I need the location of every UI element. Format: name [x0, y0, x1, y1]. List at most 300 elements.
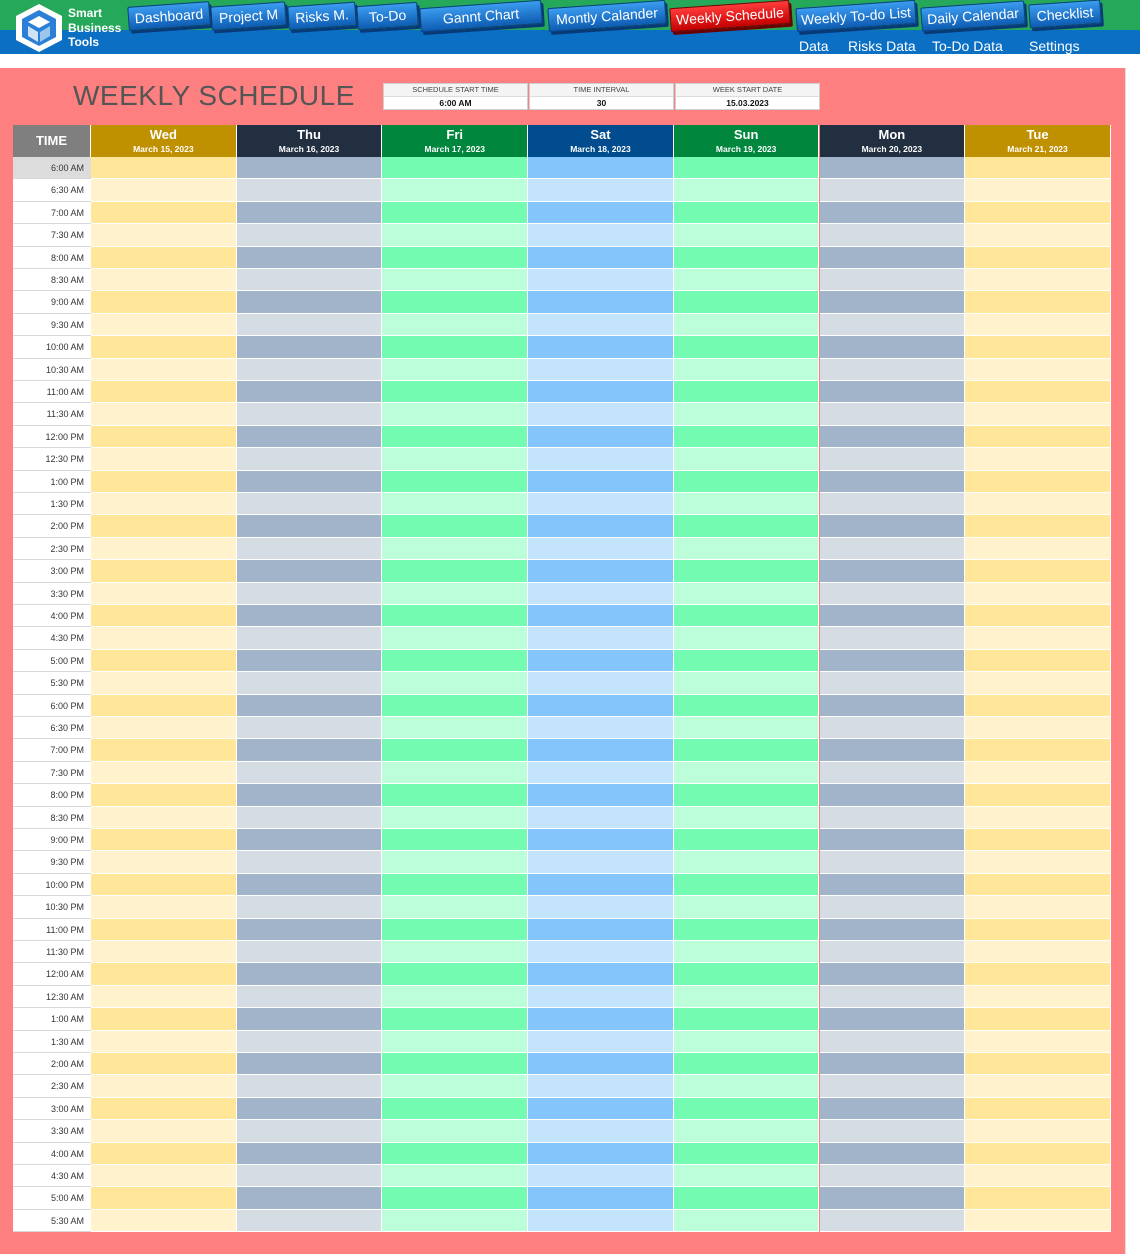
schedule-cell-sun[interactable]	[674, 986, 820, 1008]
schedule-cell-wed[interactable]	[91, 403, 237, 425]
schedule-cell-sun[interactable]	[674, 448, 820, 470]
schedule-cell-wed[interactable]	[91, 605, 237, 627]
schedule-cell-wed[interactable]	[91, 717, 237, 739]
schedule-cell-tue[interactable]	[965, 784, 1111, 806]
schedule-cell-wed[interactable]	[91, 381, 237, 403]
schedule-cell-tue[interactable]	[965, 1075, 1111, 1097]
tab-risks-management[interactable]: Risks M.	[287, 2, 357, 31]
schedule-cell-fri[interactable]	[382, 179, 528, 201]
schedule-cell-thu[interactable]	[237, 493, 383, 515]
schedule-cell-fri[interactable]	[382, 381, 528, 403]
schedule-cell-wed[interactable]	[91, 874, 237, 896]
schedule-cell-thu[interactable]	[237, 627, 383, 649]
schedule-cell-sat[interactable]	[528, 717, 674, 739]
schedule-cell-tue[interactable]	[965, 851, 1111, 873]
schedule-cell-thu[interactable]	[237, 1143, 383, 1165]
schedule-cell-mon[interactable]	[820, 919, 966, 941]
schedule-cell-sat[interactable]	[528, 515, 674, 537]
schedule-cell-fri[interactable]	[382, 672, 528, 694]
schedule-cell-fri[interactable]	[382, 403, 528, 425]
schedule-cell-mon[interactable]	[820, 627, 966, 649]
schedule-cell-mon[interactable]	[820, 403, 966, 425]
schedule-cell-thu[interactable]	[237, 314, 383, 336]
schedule-cell-thu[interactable]	[237, 986, 383, 1008]
schedule-cell-fri[interactable]	[382, 627, 528, 649]
schedule-cell-sun[interactable]	[674, 829, 820, 851]
schedule-cell-thu[interactable]	[237, 1210, 383, 1232]
schedule-cell-tue[interactable]	[965, 807, 1111, 829]
schedule-cell-wed[interactable]	[91, 739, 237, 761]
schedule-cell-mon[interactable]	[820, 874, 966, 896]
schedule-cell-fri[interactable]	[382, 202, 528, 224]
schedule-cell-sat[interactable]	[528, 829, 674, 851]
schedule-cell-sat[interactable]	[528, 157, 674, 179]
schedule-cell-sun[interactable]	[674, 1031, 820, 1053]
schedule-cell-sun[interactable]	[674, 1053, 820, 1075]
schedule-cell-tue[interactable]	[965, 1210, 1111, 1232]
schedule-cell-thu[interactable]	[237, 381, 383, 403]
schedule-cell-sun[interactable]	[674, 291, 820, 313]
schedule-cell-tue[interactable]	[965, 426, 1111, 448]
schedule-cell-mon[interactable]	[820, 1187, 966, 1209]
schedule-cell-mon[interactable]	[820, 695, 966, 717]
schedule-cell-fri[interactable]	[382, 247, 528, 269]
schedule-cell-thu[interactable]	[237, 269, 383, 291]
schedule-cell-tue[interactable]	[965, 515, 1111, 537]
schedule-cell-mon[interactable]	[820, 493, 966, 515]
schedule-cell-fri[interactable]	[382, 739, 528, 761]
schedule-cell-sun[interactable]	[674, 359, 820, 381]
schedule-cell-sun[interactable]	[674, 224, 820, 246]
schedule-cell-thu[interactable]	[237, 851, 383, 873]
schedule-cell-fri[interactable]	[382, 1210, 528, 1232]
schedule-cell-sun[interactable]	[674, 874, 820, 896]
schedule-cell-mon[interactable]	[820, 784, 966, 806]
schedule-cell-sat[interactable]	[528, 851, 674, 873]
schedule-cell-wed[interactable]	[91, 695, 237, 717]
schedule-cell-wed[interactable]	[91, 448, 237, 470]
schedule-cell-fri[interactable]	[382, 471, 528, 493]
schedule-cell-thu[interactable]	[237, 179, 383, 201]
schedule-cell-mon[interactable]	[820, 179, 966, 201]
schedule-cell-fri[interactable]	[382, 605, 528, 627]
schedule-cell-thu[interactable]	[237, 560, 383, 582]
schedule-cell-fri[interactable]	[382, 1165, 528, 1187]
schedule-cell-thu[interactable]	[237, 874, 383, 896]
schedule-cell-thu[interactable]	[237, 202, 383, 224]
schedule-cell-sun[interactable]	[674, 1075, 820, 1097]
schedule-cell-sun[interactable]	[674, 941, 820, 963]
schedule-cell-sun[interactable]	[674, 179, 820, 201]
schedule-cell-sat[interactable]	[528, 583, 674, 605]
schedule-cell-wed[interactable]	[91, 493, 237, 515]
schedule-cell-sat[interactable]	[528, 919, 674, 941]
schedule-cell-sat[interactable]	[528, 560, 674, 582]
schedule-cell-mon[interactable]	[820, 672, 966, 694]
schedule-cell-wed[interactable]	[91, 672, 237, 694]
schedule-cell-fri[interactable]	[382, 986, 528, 1008]
schedule-cell-tue[interactable]	[965, 471, 1111, 493]
schedule-cell-thu[interactable]	[237, 247, 383, 269]
schedule-cell-thu[interactable]	[237, 919, 383, 941]
schedule-cell-sat[interactable]	[528, 784, 674, 806]
schedule-cell-wed[interactable]	[91, 1031, 237, 1053]
link-risks-data[interactable]: Risks Data	[848, 38, 916, 54]
schedule-cell-mon[interactable]	[820, 829, 966, 851]
schedule-cell-thu[interactable]	[237, 784, 383, 806]
schedule-cell-sun[interactable]	[674, 336, 820, 358]
schedule-cell-sun[interactable]	[674, 1098, 820, 1120]
week-start-date-box[interactable]	[675, 83, 820, 110]
schedule-cell-mon[interactable]	[820, 224, 966, 246]
schedule-cell-tue[interactable]	[965, 919, 1111, 941]
schedule-cell-wed[interactable]	[91, 247, 237, 269]
schedule-cell-mon[interactable]	[820, 336, 966, 358]
schedule-cell-wed[interactable]	[91, 179, 237, 201]
schedule-cell-wed[interactable]	[91, 1210, 237, 1232]
schedule-cell-thu[interactable]	[237, 583, 383, 605]
schedule-cell-tue[interactable]	[965, 829, 1111, 851]
schedule-cell-mon[interactable]	[820, 807, 966, 829]
schedule-cell-tue[interactable]	[965, 963, 1111, 985]
schedule-cell-sat[interactable]	[528, 314, 674, 336]
schedule-cell-mon[interactable]	[820, 202, 966, 224]
schedule-cell-fri[interactable]	[382, 1187, 528, 1209]
schedule-cell-tue[interactable]	[965, 336, 1111, 358]
schedule-cell-mon[interactable]	[820, 538, 966, 560]
schedule-cell-thu[interactable]	[237, 426, 383, 448]
schedule-cell-sat[interactable]	[528, 269, 674, 291]
schedule-cell-tue[interactable]	[965, 291, 1111, 313]
schedule-cell-sat[interactable]	[528, 336, 674, 358]
schedule-cell-wed[interactable]	[91, 963, 237, 985]
schedule-cell-tue[interactable]	[965, 157, 1111, 179]
schedule-cell-sun[interactable]	[674, 807, 820, 829]
schedule-cell-mon[interactable]	[820, 560, 966, 582]
schedule-cell-tue[interactable]	[965, 627, 1111, 649]
schedule-cell-sat[interactable]	[528, 1120, 674, 1142]
schedule-cell-fri[interactable]	[382, 314, 528, 336]
schedule-cell-tue[interactable]	[965, 314, 1111, 336]
schedule-cell-tue[interactable]	[965, 359, 1111, 381]
schedule-cell-sun[interactable]	[674, 538, 820, 560]
schedule-cell-tue[interactable]	[965, 695, 1111, 717]
schedule-cell-wed[interactable]	[91, 583, 237, 605]
schedule-cell-thu[interactable]	[237, 1165, 383, 1187]
schedule-cell-mon[interactable]	[820, 739, 966, 761]
schedule-cell-wed[interactable]	[91, 426, 237, 448]
schedule-cell-wed[interactable]	[91, 1165, 237, 1187]
schedule-cell-sat[interactable]	[528, 359, 674, 381]
schedule-cell-sat[interactable]	[528, 650, 674, 672]
schedule-cell-mon[interactable]	[820, 291, 966, 313]
schedule-cell-wed[interactable]	[91, 829, 237, 851]
schedule-cell-sun[interactable]	[674, 381, 820, 403]
schedule-cell-mon[interactable]	[820, 1075, 966, 1097]
schedule-cell-fri[interactable]	[382, 1053, 528, 1075]
schedule-cell-wed[interactable]	[91, 784, 237, 806]
schedule-cell-sun[interactable]	[674, 650, 820, 672]
schedule-cell-tue[interactable]	[965, 247, 1111, 269]
schedule-cell-fri[interactable]	[382, 336, 528, 358]
schedule-cell-thu[interactable]	[237, 403, 383, 425]
schedule-cell-fri[interactable]	[382, 291, 528, 313]
schedule-cell-fri[interactable]	[382, 784, 528, 806]
schedule-cell-tue[interactable]	[965, 493, 1111, 515]
schedule-cell-tue[interactable]	[965, 202, 1111, 224]
schedule-cell-sat[interactable]	[528, 963, 674, 985]
schedule-cell-mon[interactable]	[820, 426, 966, 448]
schedule-cell-tue[interactable]	[965, 1053, 1111, 1075]
schedule-cell-thu[interactable]	[237, 829, 383, 851]
schedule-cell-sat[interactable]	[528, 1098, 674, 1120]
schedule-cell-fri[interactable]	[382, 650, 528, 672]
schedule-cell-sat[interactable]	[528, 672, 674, 694]
schedule-cell-wed[interactable]	[91, 627, 237, 649]
schedule-cell-sun[interactable]	[674, 1120, 820, 1142]
schedule-cell-thu[interactable]	[237, 941, 383, 963]
schedule-cell-sun[interactable]	[674, 605, 820, 627]
schedule-start-time-box[interactable]	[383, 83, 528, 110]
schedule-cell-tue[interactable]	[965, 1031, 1111, 1053]
schedule-cell-thu[interactable]	[237, 1098, 383, 1120]
schedule-cell-thu[interactable]	[237, 807, 383, 829]
schedule-cell-sun[interactable]	[674, 247, 820, 269]
schedule-cell-wed[interactable]	[91, 560, 237, 582]
schedule-cell-wed[interactable]	[91, 515, 237, 537]
schedule-cell-thu[interactable]	[237, 672, 383, 694]
schedule-cell-fri[interactable]	[382, 515, 528, 537]
schedule-cell-thu[interactable]	[237, 336, 383, 358]
schedule-cell-sun[interactable]	[674, 202, 820, 224]
schedule-cell-mon[interactable]	[820, 269, 966, 291]
schedule-cell-sun[interactable]	[674, 963, 820, 985]
schedule-cell-fri[interactable]	[382, 919, 528, 941]
schedule-cell-fri[interactable]	[382, 1098, 528, 1120]
schedule-cell-wed[interactable]	[91, 1008, 237, 1030]
tab-project-management[interactable]: Project M	[210, 1, 286, 30]
schedule-cell-mon[interactable]	[820, 851, 966, 873]
schedule-cell-fri[interactable]	[382, 829, 528, 851]
tab-daily-calendar[interactable]: Daily Calendar	[920, 0, 1025, 31]
schedule-cell-sat[interactable]	[528, 381, 674, 403]
schedule-cell-tue[interactable]	[965, 1143, 1111, 1165]
tab-weekly-todo-list[interactable]: Weekly To-do List	[795, 0, 916, 32]
schedule-cell-wed[interactable]	[91, 762, 237, 784]
schedule-cell-sat[interactable]	[528, 448, 674, 470]
schedule-cell-thu[interactable]	[237, 717, 383, 739]
schedule-cell-tue[interactable]	[965, 224, 1111, 246]
week-start-date-value[interactable]: 15.03.2023	[726, 98, 769, 108]
schedule-cell-tue[interactable]	[965, 538, 1111, 560]
link-settings[interactable]: Settings	[1029, 38, 1080, 54]
schedule-cell-thu[interactable]	[237, 1031, 383, 1053]
schedule-cell-mon[interactable]	[820, 717, 966, 739]
schedule-cell-wed[interactable]	[91, 202, 237, 224]
schedule-cell-thu[interactable]	[237, 1075, 383, 1097]
schedule-cell-wed[interactable]	[91, 1053, 237, 1075]
schedule-cell-sat[interactable]	[528, 627, 674, 649]
schedule-cell-mon[interactable]	[820, 381, 966, 403]
tab-weekly-schedule[interactable]: Weekly Schedule	[669, 0, 790, 32]
schedule-cell-tue[interactable]	[965, 762, 1111, 784]
schedule-cell-thu[interactable]	[237, 739, 383, 761]
schedule-cell-thu[interactable]	[237, 963, 383, 985]
schedule-cell-thu[interactable]	[237, 605, 383, 627]
schedule-cell-sun[interactable]	[674, 1187, 820, 1209]
schedule-cell-sun[interactable]	[674, 717, 820, 739]
time-interval-value[interactable]: 30	[596, 98, 607, 108]
schedule-cell-mon[interactable]	[820, 583, 966, 605]
schedule-cell-tue[interactable]	[965, 560, 1111, 582]
schedule-cell-sat[interactable]	[528, 471, 674, 493]
schedule-cell-mon[interactable]	[820, 1143, 966, 1165]
schedule-cell-mon[interactable]	[820, 359, 966, 381]
schedule-cell-fri[interactable]	[382, 538, 528, 560]
schedule-cell-sun[interactable]	[674, 919, 820, 941]
schedule-cell-tue[interactable]	[965, 1165, 1111, 1187]
schedule-cell-mon[interactable]	[820, 448, 966, 470]
schedule-cell-fri[interactable]	[382, 224, 528, 246]
schedule-cell-mon[interactable]	[820, 1098, 966, 1120]
schedule-cell-fri[interactable]	[382, 1075, 528, 1097]
schedule-cell-wed[interactable]	[91, 291, 237, 313]
tab-to-do[interactable]: To-Do	[356, 2, 419, 30]
schedule-cell-tue[interactable]	[965, 381, 1111, 403]
schedule-cell-wed[interactable]	[91, 896, 237, 918]
schedule-cell-tue[interactable]	[965, 403, 1111, 425]
schedule-cell-sat[interactable]	[528, 695, 674, 717]
schedule-cell-thu[interactable]	[237, 515, 383, 537]
time-interval-box[interactable]	[529, 83, 674, 110]
schedule-cell-fri[interactable]	[382, 157, 528, 179]
schedule-cell-sat[interactable]	[528, 291, 674, 313]
schedule-cell-sat[interactable]	[528, 739, 674, 761]
schedule-cell-sun[interactable]	[674, 314, 820, 336]
schedule-cell-thu[interactable]	[237, 157, 383, 179]
schedule-cell-mon[interactable]	[820, 1165, 966, 1187]
schedule-cell-sat[interactable]	[528, 1210, 674, 1232]
schedule-cell-mon[interactable]	[820, 515, 966, 537]
schedule-cell-sat[interactable]	[528, 941, 674, 963]
schedule-cell-sat[interactable]	[528, 202, 674, 224]
schedule-cell-thu[interactable]	[237, 1187, 383, 1209]
schedule-cell-sat[interactable]	[528, 986, 674, 1008]
schedule-cell-fri[interactable]	[382, 762, 528, 784]
schedule-cell-wed[interactable]	[91, 919, 237, 941]
schedule-cell-wed[interactable]	[91, 807, 237, 829]
schedule-cell-thu[interactable]	[237, 896, 383, 918]
schedule-cell-sat[interactable]	[528, 1165, 674, 1187]
schedule-cell-sun[interactable]	[674, 672, 820, 694]
schedule-cell-sun[interactable]	[674, 426, 820, 448]
schedule-cell-thu[interactable]	[237, 471, 383, 493]
schedule-cell-tue[interactable]	[965, 1098, 1111, 1120]
schedule-cell-sun[interactable]	[674, 493, 820, 515]
schedule-cell-sun[interactable]	[674, 1165, 820, 1187]
link-todo-data[interactable]: To-Do Data	[932, 38, 1003, 54]
schedule-cell-tue[interactable]	[965, 941, 1111, 963]
schedule-cell-thu[interactable]	[237, 224, 383, 246]
schedule-cell-sun[interactable]	[674, 403, 820, 425]
schedule-cell-sun[interactable]	[674, 157, 820, 179]
schedule-cell-thu[interactable]	[237, 1008, 383, 1030]
schedule-cell-thu[interactable]	[237, 448, 383, 470]
schedule-cell-sat[interactable]	[528, 1053, 674, 1075]
schedule-cell-fri[interactable]	[382, 717, 528, 739]
schedule-cell-wed[interactable]	[91, 1098, 237, 1120]
schedule-cell-sun[interactable]	[674, 583, 820, 605]
schedule-cell-wed[interactable]	[91, 1075, 237, 1097]
schedule-cell-wed[interactable]	[91, 650, 237, 672]
schedule-cell-sun[interactable]	[674, 627, 820, 649]
schedule-cell-tue[interactable]	[965, 896, 1111, 918]
schedule-cell-mon[interactable]	[820, 1031, 966, 1053]
schedule-cell-sat[interactable]	[528, 247, 674, 269]
schedule-cell-mon[interactable]	[820, 650, 966, 672]
schedule-cell-sat[interactable]	[528, 807, 674, 829]
schedule-cell-mon[interactable]	[820, 1008, 966, 1030]
schedule-cell-wed[interactable]	[91, 471, 237, 493]
schedule-cell-tue[interactable]	[965, 874, 1111, 896]
schedule-cell-tue[interactable]	[965, 583, 1111, 605]
schedule-cell-sat[interactable]	[528, 762, 674, 784]
schedule-cell-sat[interactable]	[528, 426, 674, 448]
schedule-cell-sat[interactable]	[528, 1008, 674, 1030]
schedule-cell-mon[interactable]	[820, 157, 966, 179]
schedule-cell-sat[interactable]	[528, 605, 674, 627]
schedule-cell-wed[interactable]	[91, 269, 237, 291]
schedule-cell-sun[interactable]	[674, 1210, 820, 1232]
schedule-cell-sun[interactable]	[674, 739, 820, 761]
schedule-cell-thu[interactable]	[237, 291, 383, 313]
schedule-cell-sat[interactable]	[528, 493, 674, 515]
schedule-cell-fri[interactable]	[382, 695, 528, 717]
schedule-cell-tue[interactable]	[965, 1008, 1111, 1030]
schedule-cell-wed[interactable]	[91, 941, 237, 963]
schedule-cell-sun[interactable]	[674, 762, 820, 784]
schedule-cell-fri[interactable]	[382, 1120, 528, 1142]
tab-dashboard[interactable]: Dashboard	[127, 1, 210, 31]
schedule-cell-fri[interactable]	[382, 426, 528, 448]
schedule-cell-fri[interactable]	[382, 1031, 528, 1053]
schedule-cell-sun[interactable]	[674, 851, 820, 873]
schedule-cell-tue[interactable]	[965, 986, 1111, 1008]
schedule-cell-sun[interactable]	[674, 471, 820, 493]
schedule-cell-tue[interactable]	[965, 1187, 1111, 1209]
schedule-cell-sat[interactable]	[528, 538, 674, 560]
schedule-cell-mon[interactable]	[820, 1120, 966, 1142]
schedule-cell-tue[interactable]	[965, 717, 1111, 739]
schedule-cell-sat[interactable]	[528, 1187, 674, 1209]
schedule-cell-mon[interactable]	[820, 1053, 966, 1075]
schedule-cell-sat[interactable]	[528, 403, 674, 425]
schedule-cell-mon[interactable]	[820, 1210, 966, 1232]
schedule-cell-sat[interactable]	[528, 896, 674, 918]
schedule-cell-thu[interactable]	[237, 650, 383, 672]
schedule-cell-wed[interactable]	[91, 224, 237, 246]
schedule-cell-wed[interactable]	[91, 1143, 237, 1165]
schedule-cell-mon[interactable]	[820, 605, 966, 627]
schedule-cell-sat[interactable]	[528, 1143, 674, 1165]
schedule-cell-thu[interactable]	[237, 1053, 383, 1075]
schedule-cell-sun[interactable]	[674, 1008, 820, 1030]
schedule-cell-fri[interactable]	[382, 851, 528, 873]
schedule-cell-tue[interactable]	[965, 448, 1111, 470]
schedule-cell-thu[interactable]	[237, 695, 383, 717]
schedule-cell-sun[interactable]	[674, 560, 820, 582]
schedule-cell-tue[interactable]	[965, 650, 1111, 672]
